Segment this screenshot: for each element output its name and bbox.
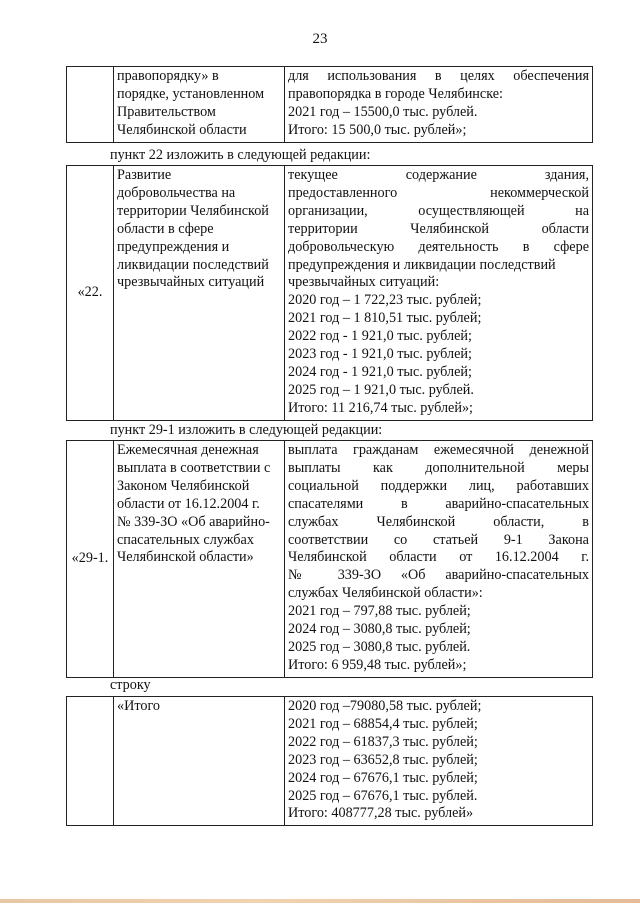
text-line: области от 16.12.2004 г. xyxy=(117,495,260,512)
item-name-cell xyxy=(114,697,285,826)
text-line: 2025 год – 67676,1 тыс. рублей. xyxy=(288,787,478,804)
text-line: Итого: 6 959,48 тыс. рублей»; xyxy=(288,656,467,673)
text-line: № 339-ЗО «Об аварийно-спасательных xyxy=(288,567,589,584)
text-line: Челябинской области xyxy=(117,121,247,138)
item-name-cell xyxy=(114,441,285,678)
text-line: Развитие xyxy=(117,167,172,183)
text-line: Челябинской области» xyxy=(117,549,254,566)
item-description-cell xyxy=(285,697,593,826)
text-line: предупреждения и xyxy=(117,238,230,255)
text-line: 2023 год - 1 921,0 тыс. рублей; xyxy=(288,346,472,363)
text-line: ликвидации последствий xyxy=(117,256,269,273)
item-description-cell xyxy=(285,441,593,678)
text-line: спасателями в аварийно-спасательных xyxy=(288,495,589,512)
text-line: области в сфере xyxy=(117,220,214,237)
text-line: текущее содержание здания, xyxy=(288,167,589,183)
text-line: 2022 год - 1 921,0 тыс. рублей; xyxy=(288,328,472,345)
text-line: Итого: 408777,28 тыс. рублей» xyxy=(288,805,474,822)
text-line: выплата в соответствии с xyxy=(117,459,271,476)
table-row-total xyxy=(66,696,593,826)
table-row-continuation xyxy=(66,66,593,143)
row-number-cell xyxy=(67,697,114,826)
text-line: чрезвычайных ситуаций: xyxy=(288,274,440,291)
text-line: «Итого xyxy=(117,698,161,714)
text-line: 2020 год – 1 722,23 тыс. рублей; xyxy=(288,292,482,309)
text-line: 2020 год –79080,58 тыс. рублей; xyxy=(288,698,482,714)
instruction-text: пункт 22 изложить в следующей редакции: xyxy=(110,147,371,163)
text-line: 2021 год – 797,88 тыс. рублей; xyxy=(288,603,471,620)
text-line: организации, осуществляющей на xyxy=(288,202,589,219)
text-line: Законом Челябинской xyxy=(117,477,250,494)
text-line: № 339-ЗО «Об аварийно- xyxy=(117,513,270,530)
text-line: Челябинской области от 16.12.2004 г. xyxy=(288,549,589,566)
text-line: 2022 год – 61837,3 тыс. рублей; xyxy=(288,733,478,750)
item-description-cell xyxy=(285,67,593,143)
text-line: Итого: 11 216,74 тыс. рублей»; xyxy=(288,399,473,416)
item-name-cell xyxy=(114,166,285,421)
scan-edge-mark xyxy=(0,899,640,903)
row-number-cell: «29-1. xyxy=(67,441,114,678)
text-line: социальной поддержки лиц, работавших xyxy=(288,477,589,494)
text-line: чрезвычайных ситуаций xyxy=(117,274,265,291)
text-line: для использования в целях обеспечения xyxy=(288,68,589,84)
page-number: 23 xyxy=(312,31,328,47)
text-line: добровольческую деятельность в сфере xyxy=(288,238,589,255)
text-line: территории Челябинской области xyxy=(288,220,589,237)
text-line: территории Челябинской xyxy=(117,202,269,219)
text-line: 2024 год – 67676,1 тыс. рублей; xyxy=(288,769,478,786)
text-line: соответствии со статьей 9-1 Закона xyxy=(288,531,589,548)
text-line: предоставленного некоммерческой xyxy=(288,184,589,201)
item-name-cell xyxy=(114,67,285,143)
row-number-cell xyxy=(67,67,114,143)
text-line: 2021 год – 68854,4 тыс. рублей; xyxy=(288,715,478,732)
text-line: Ежемесячная денежная xyxy=(117,442,259,458)
text-line: 2021 год – 1 810,51 тыс. рублей; xyxy=(288,310,482,327)
text-line: службах Челябинской области, в xyxy=(288,513,589,530)
text-line: 2024 год – 3080,8 тыс. рублей; xyxy=(288,621,471,638)
text-line: 2025 год – 3080,8 тыс. рублей. xyxy=(288,638,471,655)
text-line: выплата гражданам ежемесячной денежной xyxy=(288,442,589,458)
text-line: службах Челябинской области»: xyxy=(288,585,483,602)
text-line: Правительством xyxy=(117,103,216,120)
text-line: добровольчества на xyxy=(117,184,236,201)
instruction-text: пункт 29-1 изложить в следующей редакции: xyxy=(110,422,383,438)
row-number-cell: «22. xyxy=(67,166,114,421)
text-line: выплаты как дополнительной меры xyxy=(288,459,589,476)
table-row-22 xyxy=(66,165,593,421)
instruction-text: строку xyxy=(110,677,151,693)
text-line: правопорядка в городе Челябинске: xyxy=(288,85,503,102)
text-line: 2025 год – 1 921,0 тыс. рублей. xyxy=(288,381,474,398)
text-line: предупреждения и ликвидации последствий xyxy=(288,256,556,273)
text-line: порядке, установленном xyxy=(117,85,265,102)
text-line: спасательных службах xyxy=(117,531,254,548)
text-line: 2024 год - 1 921,0 тыс. рублей; xyxy=(288,363,472,380)
text-line: 2021 год – 15500,0 тыс. рублей. xyxy=(288,103,478,120)
text-line: правопорядку» в xyxy=(117,68,219,84)
item-description-cell xyxy=(285,166,593,421)
text-line: 2023 год – 63652,8 тыс. рублей; xyxy=(288,751,478,768)
text-line: Итого: 15 500,0 тыс. рублей»; xyxy=(288,121,467,138)
table-row-29-1 xyxy=(66,440,593,678)
